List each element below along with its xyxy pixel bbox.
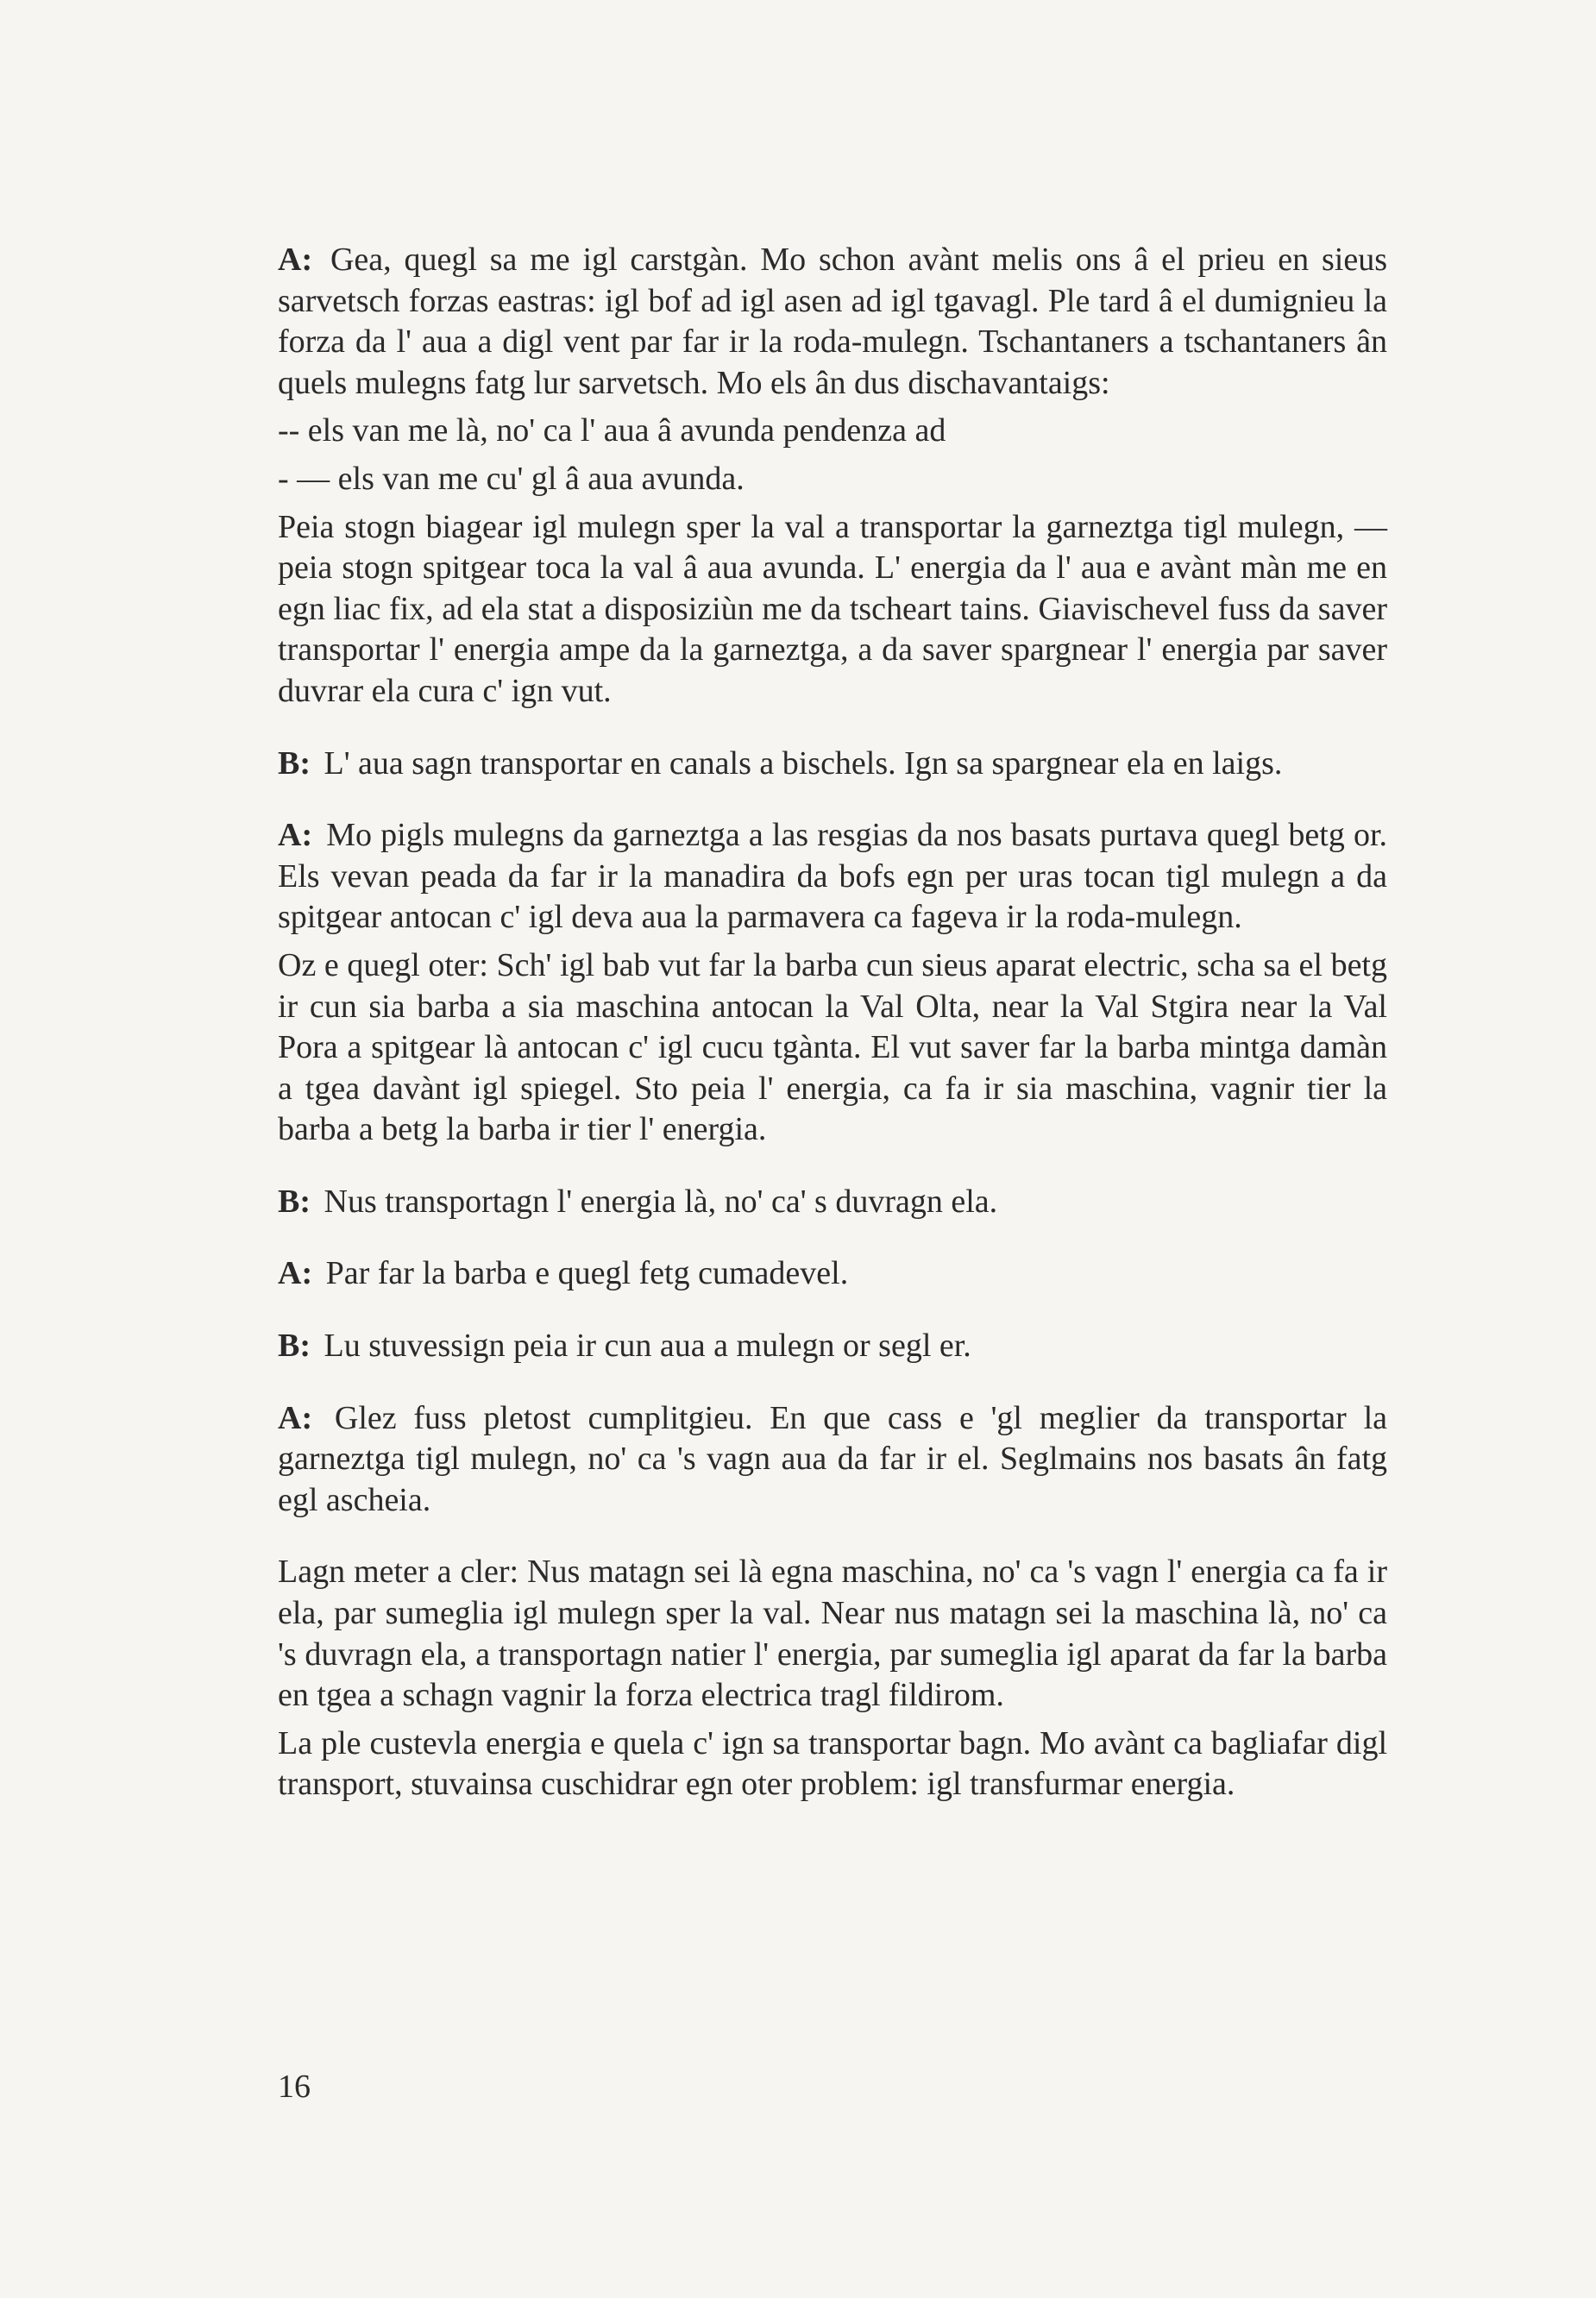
paragraph-text: Glez fuss pletost cumplitgieu. En que cass e 'gl meglier da transportar la garneztga tigl mulegn, no' ca 's vagn aua da far ir el. Seglmains nos basats ân fatg egl ascheia. bbox=[278, 1399, 1388, 1518]
speaker-label: A: bbox=[278, 817, 313, 854]
page-number: 16 bbox=[278, 2069, 311, 2105]
dash-line: -- els van me là, no' ca l' aua â avunda pendenza ad bbox=[278, 412, 946, 449]
speaker-label: B: bbox=[278, 1183, 311, 1220]
paragraph-text: Lu stuvessign peia ir cun aua a mulegn or segl er. bbox=[324, 1328, 971, 1365]
speaker-label: A: bbox=[278, 1399, 313, 1436]
page-body bbox=[278, 240, 1387, 1805]
speaker-label: B: bbox=[278, 744, 311, 782]
speaker-label: A: bbox=[278, 1255, 313, 1292]
paragraph-text: L' aua sagn transportar en canals a bischels. Ign sa spargnear ela en laigs. bbox=[324, 744, 1283, 782]
speaker-label: A: bbox=[278, 242, 313, 278]
paragraph-text: Mo pigls mulegns da garneztga a las resgias da nos basats purtava quegl betg or. Els vevan peada da far ir la manadira da bofs egn per uras tocan tigl mulegn a da spitgear antocan c' igl deva aua la parmavera ca fageva ir la roda-mulegn. bbox=[278, 817, 1388, 936]
paragraph-text: Oz e quegl oter: Sch' igl bab vut far la barba cun sieus aparat electric, scha sa el betg ir cun sia barba a sia maschina antocan la Val Olta, near la Val Stgira near la Val Pora a spitgear là antocan c' igl cucu tgànta. El vut saver far la barba mintga damàn a tgea davànt igl spiegel. Sto peia l' energia, ca fa ir sia maschina, vagnir tier la barba a betg la barba ir tier l' energia. bbox=[278, 946, 1387, 1148]
paragraph-text: Gea, quegl sa me igl carstgàn. Mo schon avànt melis ons â el prieu en sieus sarvetsch forzas eastras: igl bof ad igl asen ad igl tgavagl. Ple tard â el dumignieu la forza da l' aua a digl vent par far ir la roda-mulegn. Tschantaners a tschantaners ân quels mulegns fatg lur sarvetsch. Mo els ân dus dischavantaigs: bbox=[278, 242, 1387, 401]
speaker-label: B: bbox=[278, 1328, 311, 1365]
paragraph-text: La ple custevla energia e quela c' ign sa transportar bagn. Mo avànt ca bagliafar digl transport, stuvainsa cuschidrar egn oter problem: igl transfurmar energia. bbox=[278, 1724, 1387, 1803]
dialogue-paragraph bbox=[278, 1182, 1387, 1223]
dialogue-paragraph bbox=[278, 240, 1387, 404]
dialogue-paragraph bbox=[278, 1398, 1387, 1522]
paragraph-text: Par far la barba e quegl fetg cumadevel. bbox=[325, 1255, 849, 1292]
dialogue-paragraph bbox=[278, 744, 1387, 785]
dialogue-paragraph bbox=[278, 1326, 1387, 1367]
dash-line: - — els van me cu' gl â aua avunda. bbox=[278, 460, 745, 497]
paragraph-text: Peia stogn biagear igl mulegn sper la val a transportar la garneztga tigl mulegn, — peia stogn spitgear toca la val â aua avunda. L' energia da l' aua e avànt màn me en egn liac fix, ad ela stat a disposiziùn me da tscheart tains. Giavischevel fuss da saver transportar l' energia ampe da la garneztga, a da saver spargnear l' energia par saver duvrar ela cura c' ign vut. bbox=[278, 508, 1387, 709]
paragraph-text: Lagn meter a cler: Nus matagn sei là egna maschina, no' ca 's vagn l' energia ca fa ir ela, par sumeglia igl mulegn sper la val. Near nus matagn sei la maschina là, no' ca 's duvragn ela, a transportagn natier l' energia, par sumeglia igl aparat da far la barba en tgea a schagn vagnir la forza electrica tragl fildirom. bbox=[278, 1554, 1387, 1714]
dialogue-paragraph bbox=[278, 815, 1387, 939]
dialogue-paragraph bbox=[278, 1253, 1387, 1295]
paragraph-text: Nus transportagn l' energia là, no' ca' s duvragn ela. bbox=[324, 1183, 998, 1220]
